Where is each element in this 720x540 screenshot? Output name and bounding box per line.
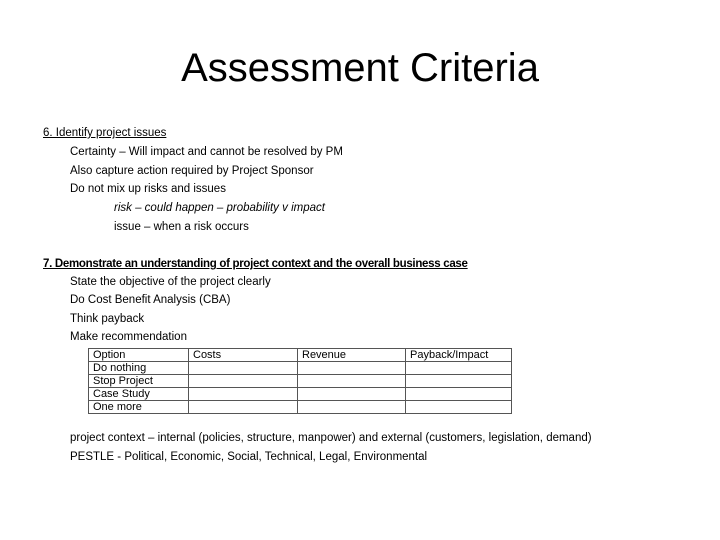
bullet: State the objective of the project clearly [70, 276, 271, 288]
header-cell: Revenue [298, 349, 406, 362]
section-6-heading: 6. Identify project issues [43, 127, 167, 139]
sub-bullet: issue – when a risk occurs [114, 221, 249, 233]
sub-bullet: risk – could happen – probability v impact [114, 202, 325, 214]
cell [298, 362, 406, 375]
slide-title: Assessment Criteria [181, 46, 539, 90]
note: PESTLE - Political, Economic, Social, Technical, Legal, Environmental [70, 451, 428, 463]
cell [189, 388, 298, 401]
bullet: Do not mix up risks and issues [70, 183, 226, 195]
bullet: Certainty – Will impact and cannot be resolved by PM [70, 146, 343, 158]
bullet: Do Cost Benefit Analysis (CBA) [70, 294, 231, 306]
cell [406, 375, 512, 388]
cell [406, 388, 512, 401]
bullet: Make recommendation [70, 331, 187, 343]
table-row [89, 375, 512, 388]
cell: Case Study [89, 388, 189, 401]
bullet: Also capture action required by Project Sponsor [70, 165, 314, 177]
cell [189, 375, 298, 388]
cell [406, 401, 512, 414]
cell: Do nothing [89, 362, 189, 375]
table-row [89, 362, 512, 375]
cell [298, 401, 406, 414]
cell [406, 362, 512, 375]
table-row [89, 388, 512, 401]
table-row [89, 401, 512, 414]
cell [298, 388, 406, 401]
section-7-heading: 7. Demonstrate an understanding of project context and the overall business case [43, 258, 468, 270]
cell [189, 401, 298, 414]
table-header-row [89, 349, 512, 362]
cell: Stop Project [89, 375, 189, 388]
header-cell: Costs [189, 349, 298, 362]
note: project context – internal (policies, structure, manpower) and external (customers, legislation, demand) [70, 432, 592, 444]
cell: One more [89, 401, 189, 414]
header-cell: Option [89, 349, 189, 362]
bullet: Think payback [70, 313, 145, 325]
cell [298, 375, 406, 388]
options-table [88, 348, 512, 414]
header-cell: Payback/Impact [406, 349, 512, 362]
cell [189, 362, 298, 375]
